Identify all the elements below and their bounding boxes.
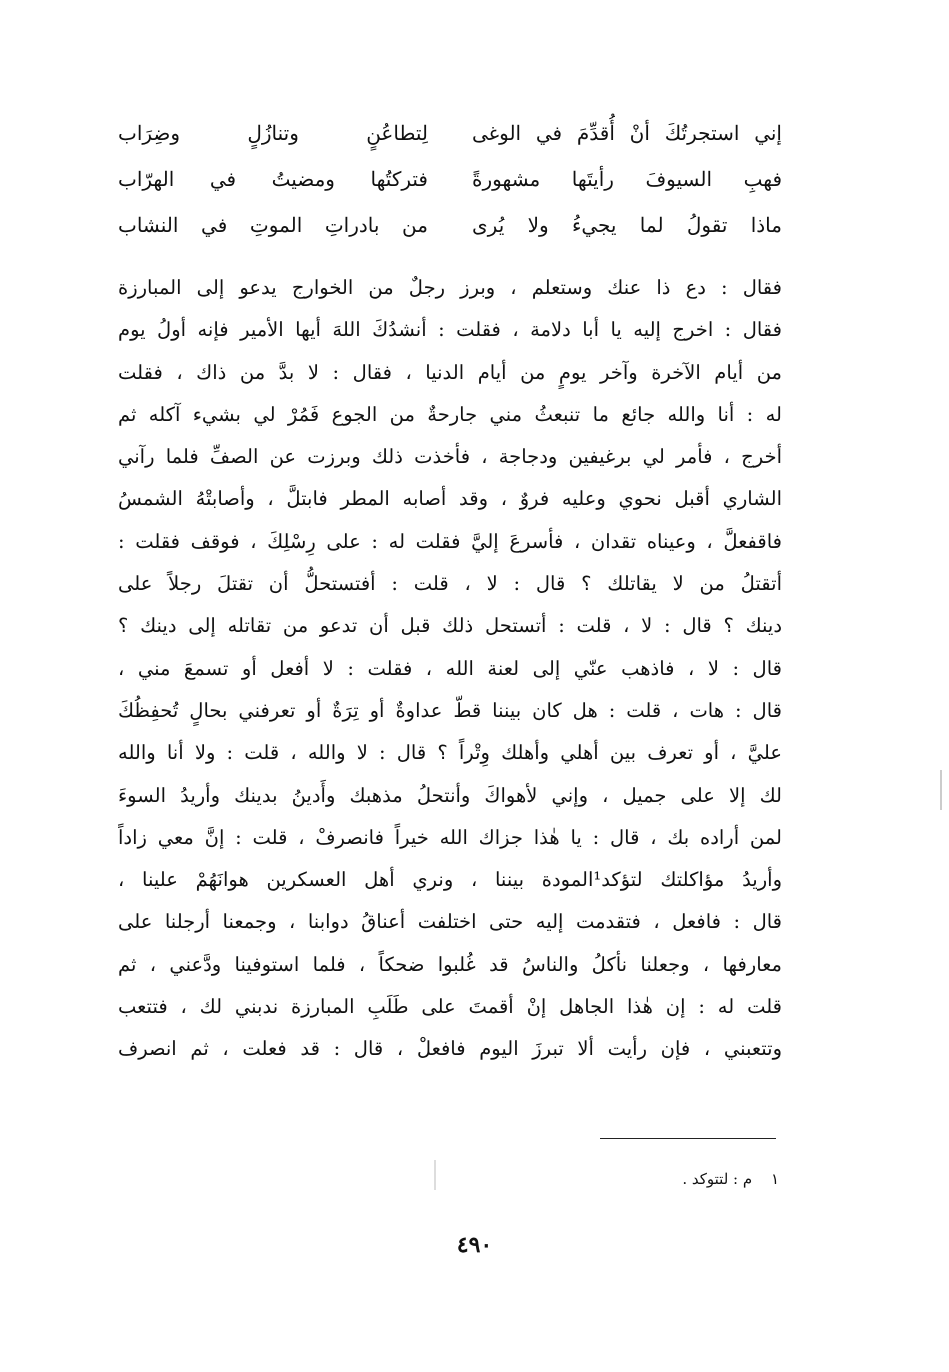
prose-line: قال : هات ، قلت : هل كان بيننا قطّ عداوةٌ أو تِرَةٌ أو تعرفني بحالٍ تُحفِظُكَ (118, 698, 782, 722)
prose-line: معارفها ، وجعلنا نأكلُ والناسُ قد غُلبوا ضحكاً ، فلما استوفينا ودَّعني ، ثم (118, 952, 782, 976)
scan-center-mark (434, 1160, 436, 1190)
verse-first-hemistich: فهبِ السيوفَ رأيتَها مشهورةً (472, 167, 782, 191)
verse-second-hemistich: من بادراتِ الموتِ في النشاب (118, 213, 428, 237)
footnote-number: ١ (770, 1170, 779, 1188)
poem (118, 110, 782, 248)
poem-verse (118, 202, 782, 248)
prose-line: لمن أراده بك ، قال : يا هٰذا جزاك الله خيراً فانصرفْ ، قلت : إنَّ معي زاداً (118, 825, 782, 849)
scan-edge-mark (940, 770, 942, 810)
verse-first-hemistich: ماذا تقولُ لما يجيءُ ولا يُرى (472, 213, 782, 237)
prose-body (118, 267, 782, 1071)
poem-verse (118, 156, 782, 202)
prose-line: دينك ؟ قال : لا ، قلت : أتستحل ذلك قبل أن تدعو من تقاتله إلى دينك ؟ (118, 614, 782, 638)
prose-line: فاقفعلَّ ، وعيناه تقدان ، فأسرعَ إليَّ فقلت له : على رِسْلِكَ ، فوقف فقلت : (118, 529, 782, 553)
prose-line: وتتعبني ، فإن رأيت ألا تبرزَ اليوم فافعلْ ، قال : قد فعلت ، ثم انصرف (118, 1037, 782, 1061)
page-number: ٤٩٠ (456, 1232, 493, 1258)
verse-second-hemistich: فتركتُها ومضيتُ في الهرّاب (118, 167, 428, 191)
footnote-text: م : لتتوكد . (682, 1170, 753, 1188)
poem-verse (118, 110, 782, 156)
prose-line: أخرج ، فأمر لي برغيفين ودجاجة ، فأخذت ذلك وبرزت عن الصفِّ فلما رآني (118, 445, 782, 469)
prose-line: لك إلا على جميل ، وإني لأهواكَ وأنتحلُ مذهبك وأَدينُ بدينك وأريدُ السوءَ (118, 783, 782, 807)
prose-line: فقال : اخرج إليه يا أبا دلامة ، فقلت : أنشدُكَ اللهَ أيها الأمير فإنه أولُ يوم (118, 318, 782, 342)
prose-line: قال : فافعل ، فتقدمت إليه حتى اختلفت أعناقُ دوابنا ، وجمعنا أرجلنا على (118, 910, 782, 934)
verse-first-hemistich: إني استجرتُكَ أنْ أُقدِّمَ في الوغى (472, 121, 782, 145)
footnote-divider (600, 1138, 776, 1139)
prose-line: قال : لا ، فاذهب عنّي إلى لعنة الله ، فقلت : لا أفعل أو تسمعَ مني ، (118, 656, 782, 680)
prose-line: له : أنا والله جائع ما تنبعثُ مني جارحةٌ من الجوع فَمُرْ لي بشيء آكله ثم (118, 402, 782, 426)
prose-line: قلت له : إن هٰذا الجاهل إنْ أقمتَ على طَلَبِ المبارزة ندبني لك ، فتتعب (118, 995, 782, 1019)
prose-line: أتقتلُ من لا يقاتلك ؟ قال : لا ، قلت : أفتستحلُّ أن تقتلَ رجلاً على (118, 572, 782, 596)
prose-line: الشاري أقبل نحوي وعليه فروٌ ، وقد أصابه المطر فابتلَّ ، وأصابتْهُ الشمسُ (118, 487, 782, 511)
prose-line: من أيام الآخرة وآخر يومٍ من أيام الدنيا ، فقال : لا بدَّ من ذاك ، فقلت (118, 360, 782, 384)
prose-line: عليَّ ، أو تعرف بين أهلي وأهلك وِتْراً ؟ قال : لا والله ، قلت : ولا أنا والله (118, 741, 782, 765)
footnote (682, 1170, 779, 1188)
prose-line: فقال : دع ذا عنك وستعلم ، وبرز رجلٌ من الخوارج يدعو إلى المبارزة (118, 276, 782, 299)
prose-line: وأريدُ مؤاكلتك لتؤكد¹المودة بيننا ، ونري أهل العسكرين هوانَهُمْ علينا ، (118, 868, 782, 892)
verse-second-hemistich: لِتطاعُنٍ وتنازُلٍ وضِرَاب (118, 121, 428, 145)
